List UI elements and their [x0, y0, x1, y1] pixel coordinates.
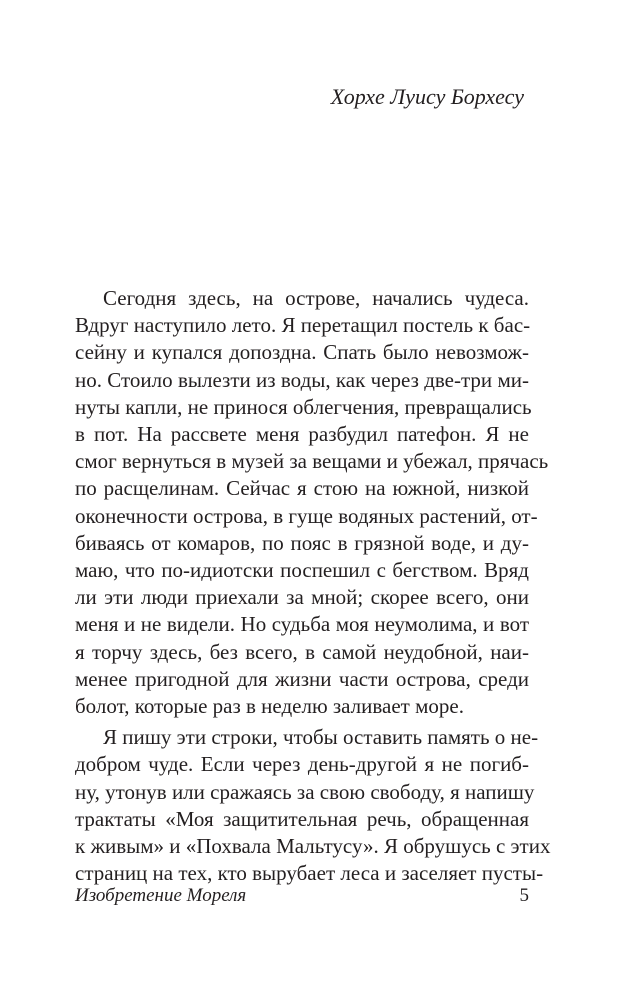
text-line: страниц на тех, кто вырубает леса и заселяет пусты- — [75, 861, 544, 886]
text-line: по расщелинам. Сейчас я стою на южной, низкой — [75, 476, 529, 501]
text-line: ли эти люди приехали за мной; скорее всего, они — [75, 585, 529, 610]
text-line: Сегодня здесь, на острове, начались чудеса. — [103, 286, 529, 310]
text-line: маю, что по-идиотски поспешил с бегством. Вряд — [75, 558, 529, 583]
body-text — [75, 285, 551, 887]
text-line: менее пригодной для жизни части острова, среди — [75, 666, 529, 691]
text-line: в пот. На рассвете меня разбудил патефон. Я не — [75, 422, 529, 447]
text-line: биваясь от комаров, по пояс в грязной воде, и ду- — [75, 530, 529, 555]
text-line: но. Стоило вылезти из воды, как через две-три ми- — [75, 367, 529, 392]
text-line: трактаты «Моя защитительная речь, обращенная — [75, 806, 529, 831]
text-line: к живым» и «Похвала Мальтусу». Я обрушусь с этих — [75, 834, 551, 859]
text-line: добром чуде. Если через день-другой я не погиб- — [75, 752, 529, 777]
text-line: нуты капли, не принося облегчения, превращались — [75, 394, 532, 419]
text-line: ну, утонув или сражаясь за свою свободу, я напишу — [75, 779, 535, 804]
text-line: сейну и купался допоздна. Спать было невозмож- — [75, 340, 529, 365]
text-line: меня и не видели. Но судьба моя неумолима, и вот — [75, 612, 529, 637]
text-line: Вдруг наступило лето. Я перетащил постель к бас- — [75, 313, 531, 338]
dedication: Хорхе Луису Борхесу — [330, 84, 524, 109]
page-number: 5 — [519, 885, 529, 906]
text-line: оконечности острова, в гуще водяных растений, от- — [75, 503, 538, 528]
text-line: Я пишу эти строки, чтобы оставить память о не- — [103, 725, 539, 750]
running-footer-title: Изобретение Мореля — [75, 885, 247, 906]
text-line: смог вернуться в музей за вещами и убежал, прячась — [75, 449, 549, 474]
text-line: болот, которые раз в неделю заливает море. — [75, 694, 464, 719]
text-line: я торчу здесь, без всего, в самой неудобной, наи- — [75, 639, 529, 664]
